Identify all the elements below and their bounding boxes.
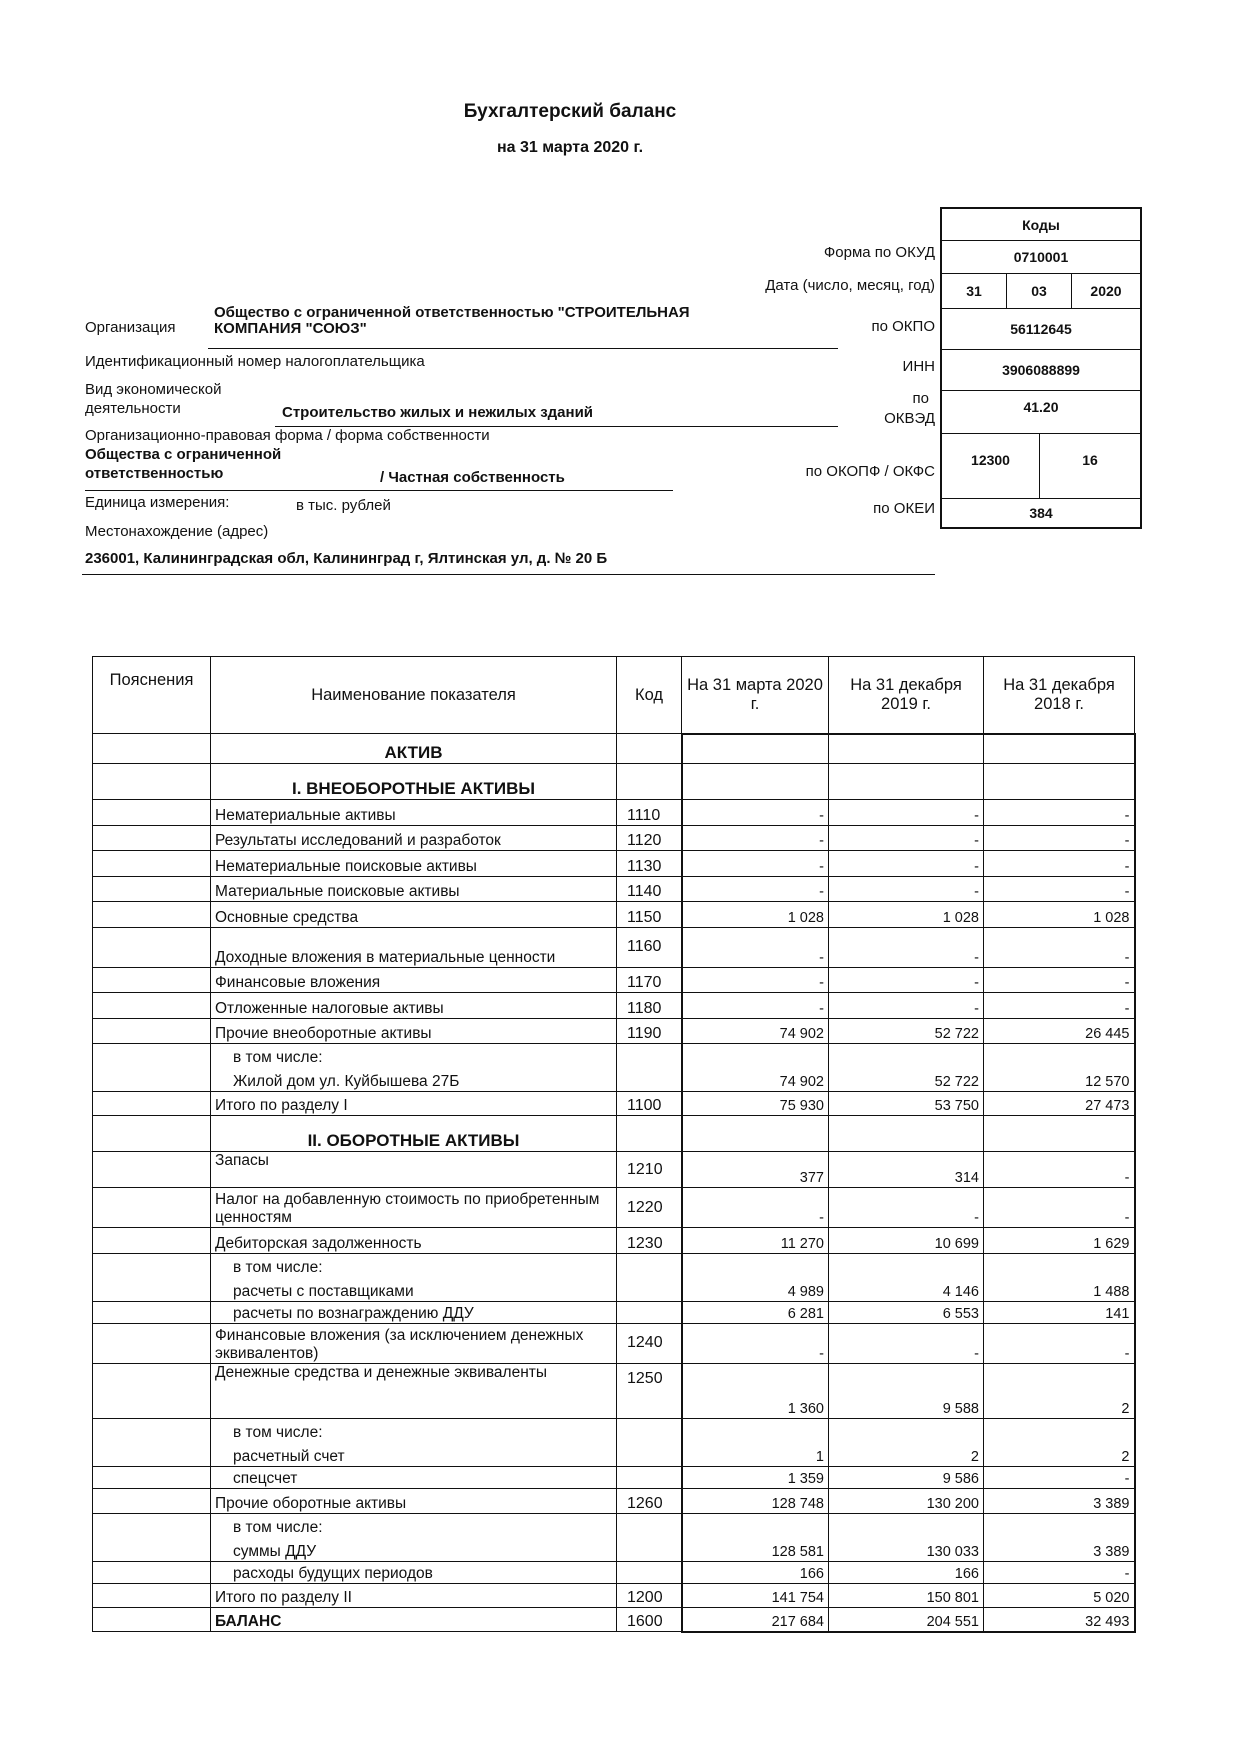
row-name	[211, 1514, 617, 1562]
table-row	[93, 1584, 1135, 1608]
value-mar-2020: 128 748	[682, 1488, 829, 1514]
value-dec-2019: 1 028	[829, 902, 984, 928]
row-name: Прочие внеоборотные активы	[211, 1018, 617, 1044]
okei-code: 384	[1029, 505, 1053, 521]
row-code: 1170	[617, 967, 682, 993]
legal-form-line-1: Общества с ограниченной	[85, 446, 282, 463]
row-code	[617, 764, 682, 800]
table-header-row	[93, 657, 1135, 734]
notes-cell	[93, 1092, 211, 1116]
row-name: Нематериальные поисковые активы	[211, 851, 617, 877]
section-title: АКТИВ	[211, 734, 617, 764]
row-code: 1240	[617, 1323, 682, 1363]
legal-form-underline	[85, 490, 673, 491]
row-code	[617, 1044, 682, 1092]
table-row	[93, 876, 1135, 902]
value-dec-2018: 1 629	[984, 1228, 1135, 1254]
value-mar-2020: -	[682, 876, 829, 902]
notes-cell	[93, 876, 211, 902]
value-dec-2018: 1 028	[984, 902, 1135, 928]
ownership-value: / Частная собственность	[380, 469, 565, 486]
value-mar-2020: 1	[682, 1418, 829, 1466]
value-dec-2018: 3 389	[984, 1514, 1135, 1562]
value-dec-2018: 141	[984, 1301, 1135, 1323]
table-row	[93, 825, 1135, 851]
row-name-caption: в том числе:	[233, 1049, 323, 1066]
value-dec-2018: 2	[984, 1418, 1135, 1466]
table-row	[93, 851, 1135, 877]
table-row	[93, 1418, 1135, 1466]
notes-cell	[93, 1608, 211, 1632]
notes-cell	[93, 1188, 211, 1228]
value-mar-2020: -	[682, 800, 829, 826]
value-mar-2020: 166	[682, 1562, 829, 1584]
row-name: Прочие оборотные активы	[211, 1488, 617, 1514]
value-dec-2018: -	[984, 825, 1135, 851]
row-name	[211, 1418, 617, 1466]
table-row	[93, 1116, 1135, 1152]
col-mar-2020: На 31 марта 2020 г.	[682, 657, 829, 734]
value-dec-2018: -	[984, 1323, 1135, 1363]
okud-code: 0710001	[1013, 249, 1069, 265]
table-row	[93, 1466, 1135, 1488]
row-name: спецсчет	[211, 1466, 617, 1488]
value-dec-2019: 9 588	[829, 1363, 984, 1418]
value-dec-2018: -	[984, 876, 1135, 902]
table-row	[93, 1323, 1135, 1363]
notes-cell	[93, 851, 211, 877]
value-dec-2018: 3 389	[984, 1488, 1135, 1514]
value-mar-2020: 4 989	[682, 1253, 829, 1301]
notes-cell	[93, 764, 211, 800]
section-title: II. ОБОРОТНЫЕ АКТИВЫ	[211, 1116, 617, 1152]
row-code: 1230	[617, 1228, 682, 1254]
legal-form-line-2: ответственностью	[85, 465, 224, 482]
notes-cell	[93, 1514, 211, 1562]
row-name: Финансовые вложения (за исключением денежных эквивалентов)	[211, 1323, 617, 1363]
row-code: 1130	[617, 851, 682, 877]
date-month: 03	[1006, 274, 1071, 308]
value-dec-2018: -	[984, 1152, 1135, 1188]
row-code	[617, 1253, 682, 1301]
report-date: на 31 марта 2020 г.	[496, 139, 644, 156]
row-name	[211, 1044, 617, 1092]
row-name: Финансовые вложения	[211, 967, 617, 993]
codes-header: Коды	[1022, 216, 1060, 233]
value-dec-2019: 53 750	[829, 1092, 984, 1116]
value-dec-2018: -	[984, 993, 1135, 1019]
value-mar-2020: 74 902	[682, 1044, 829, 1092]
value-dec-2018: -	[984, 851, 1135, 877]
value-mar-2020: -	[682, 1188, 829, 1228]
notes-cell	[93, 1488, 211, 1514]
notes-cell	[93, 1018, 211, 1044]
okved-label-1: по	[912, 390, 929, 407]
notes-cell	[93, 993, 211, 1019]
row-name: Результаты исследований и разработок	[211, 825, 617, 851]
row-name: Итого по разделу I	[211, 1092, 617, 1116]
row-name: Денежные средства и денежные эквиваленты	[211, 1363, 617, 1418]
table-row	[93, 1562, 1135, 1584]
value-dec-2019	[829, 734, 984, 764]
col-name: Наименование показателя	[211, 657, 617, 734]
notes-cell	[93, 1301, 211, 1323]
page-title: Бухгалтерский баланс	[463, 101, 677, 122]
value-dec-2019: -	[829, 967, 984, 993]
table-row	[93, 1152, 1135, 1188]
table-row	[93, 764, 1135, 800]
row-name: Отложенные налоговые активы	[211, 993, 617, 1019]
value-mar-2020: 11 270	[682, 1228, 829, 1254]
notes-cell	[93, 1363, 211, 1418]
okud-label: Форма по ОКУД	[823, 244, 935, 261]
address-underline	[82, 574, 935, 575]
activity-label-1: Вид экономической	[85, 381, 222, 398]
row-name: Доходные вложения в материальные ценности	[211, 927, 617, 967]
row-code: 1600	[617, 1608, 682, 1632]
okopf-code: 12300	[971, 452, 1010, 468]
value-dec-2019: -	[829, 993, 984, 1019]
notes-cell	[93, 1044, 211, 1092]
value-dec-2018: 32 493	[984, 1608, 1135, 1632]
value-dec-2018	[984, 764, 1135, 800]
row-code: 1110	[617, 800, 682, 826]
value-dec-2019: 52 722	[829, 1044, 984, 1092]
legal-form-label: Организационно-правовая форма / форма собственности	[85, 427, 490, 444]
value-mar-2020	[682, 764, 829, 800]
value-dec-2018: 26 445	[984, 1018, 1135, 1044]
table-row	[93, 1608, 1135, 1632]
value-mar-2020: 141 754	[682, 1584, 829, 1608]
row-code: 1220	[617, 1188, 682, 1228]
okpo-label: по ОКПО	[871, 318, 935, 335]
value-dec-2019: -	[829, 800, 984, 826]
notes-cell	[93, 1466, 211, 1488]
section-title: I. ВНЕОБОРОТНЫЕ АКТИВЫ	[211, 764, 617, 800]
row-name: Нематериальные активы	[211, 800, 617, 826]
notes-cell	[93, 1584, 211, 1608]
row-code	[617, 1466, 682, 1488]
row-code: 1120	[617, 825, 682, 851]
value-mar-2020: 1 359	[682, 1466, 829, 1488]
row-name: Основные средства	[211, 902, 617, 928]
notes-cell	[93, 800, 211, 826]
value-dec-2019: 4 146	[829, 1253, 984, 1301]
row-code	[617, 1418, 682, 1466]
row-name-caption: в том числе:	[233, 1258, 323, 1276]
notes-cell	[93, 902, 211, 928]
table-row	[93, 1188, 1135, 1228]
value-mar-2020: 1 360	[682, 1363, 829, 1418]
table-row	[93, 1301, 1135, 1323]
notes-cell	[93, 825, 211, 851]
value-dec-2018: 2	[984, 1363, 1135, 1418]
value-dec-2019: 150 801	[829, 1584, 984, 1608]
okfs-code: 16	[1039, 434, 1140, 498]
date-label: Дата (число, месяц, год)	[765, 277, 935, 294]
table-row	[93, 967, 1135, 993]
value-dec-2019	[829, 764, 984, 800]
row-code: 1100	[617, 1092, 682, 1116]
value-dec-2018: -	[984, 800, 1135, 826]
value-mar-2020: 217 684	[682, 1608, 829, 1632]
notes-cell	[93, 734, 211, 764]
value-dec-2019: 130 200	[829, 1488, 984, 1514]
value-dec-2019: 166	[829, 1562, 984, 1584]
value-dec-2019: -	[829, 876, 984, 902]
value-mar-2020: -	[682, 851, 829, 877]
value-mar-2020: 128 581	[682, 1514, 829, 1562]
table-row	[93, 1044, 1135, 1092]
value-mar-2020: -	[682, 825, 829, 851]
value-dec-2019: 6 553	[829, 1301, 984, 1323]
row-name: Дебиторская задолженность	[211, 1228, 617, 1254]
row-name: Запасы	[211, 1152, 617, 1188]
notes-cell	[93, 927, 211, 967]
row-code: 1180	[617, 993, 682, 1019]
row-code: 1260	[617, 1488, 682, 1514]
table-row	[93, 993, 1135, 1019]
value-dec-2018: -	[984, 1466, 1135, 1488]
value-mar-2020: 6 281	[682, 1301, 829, 1323]
row-code	[617, 1301, 682, 1323]
table-row	[93, 734, 1135, 764]
table-row	[93, 800, 1135, 826]
value-dec-2019: -	[829, 927, 984, 967]
value-dec-2019: 2	[829, 1418, 984, 1466]
value-mar-2020: 74 902	[682, 1018, 829, 1044]
row-name-detail: расчетный счет	[233, 1447, 345, 1465]
table-row	[93, 1514, 1135, 1562]
value-dec-2019: -	[829, 825, 984, 851]
activity-value: Строительство жилых и нежилых зданий	[282, 404, 594, 421]
row-name-caption: в том числе:	[233, 1519, 323, 1536]
value-mar-2020: -	[682, 927, 829, 967]
value-dec-2018: 12 570	[984, 1044, 1135, 1092]
value-dec-2018: -	[984, 927, 1135, 967]
value-dec-2019: 9 586	[829, 1466, 984, 1488]
row-code	[617, 1562, 682, 1584]
row-code: 1200	[617, 1584, 682, 1608]
col-code: Код	[617, 657, 682, 734]
notes-cell	[93, 1418, 211, 1466]
value-dec-2019: -	[829, 1188, 984, 1228]
table-row	[93, 1018, 1135, 1044]
value-dec-2019: -	[829, 851, 984, 877]
okei-label: по ОКЕИ	[873, 500, 935, 517]
value-mar-2020: -	[682, 993, 829, 1019]
inn-short-label: ИНН	[902, 358, 935, 375]
row-code: 1190	[617, 1018, 682, 1044]
value-dec-2018	[984, 734, 1135, 764]
value-dec-2018: 27 473	[984, 1092, 1135, 1116]
value-dec-2018: -	[984, 1188, 1135, 1228]
row-name: расчеты по вознаграждению ДДУ	[211, 1301, 617, 1323]
row-name-caption: в том числе:	[233, 1423, 323, 1441]
value-dec-2019: 314	[829, 1152, 984, 1188]
row-name-detail: Жилой дом ул. Куйбышева 27Б	[233, 1073, 460, 1090]
row-name	[211, 1253, 617, 1301]
row-code: 1140	[617, 876, 682, 902]
notes-cell	[93, 1116, 211, 1152]
row-name: Материальные поисковые активы	[211, 876, 617, 902]
value-dec-2019: 130 033	[829, 1514, 984, 1562]
row-code: 1150	[617, 902, 682, 928]
col-dec-2018: На 31 декабря 2018 г.	[984, 657, 1135, 734]
row-code: 1210	[617, 1152, 682, 1188]
row-name: БАЛАНС	[211, 1608, 617, 1632]
value-mar-2020: -	[682, 1323, 829, 1363]
org-label: Организация	[85, 319, 176, 336]
address-value: 236001, Калининградская обл, Калининград г, Ялтинская ул, д. № 20 Б	[85, 550, 608, 567]
value-mar-2020: 377	[682, 1152, 829, 1188]
org-underline	[208, 348, 838, 349]
date-day: 31	[966, 283, 982, 299]
notes-cell	[93, 1253, 211, 1301]
value-mar-2020: 75 930	[682, 1092, 829, 1116]
codes-box	[940, 207, 1142, 529]
table-row	[93, 1488, 1135, 1514]
value-dec-2019	[829, 1116, 984, 1152]
inn-code: 3906088899	[1002, 362, 1080, 378]
row-code	[617, 734, 682, 764]
value-dec-2018	[984, 1116, 1135, 1152]
notes-cell	[93, 1228, 211, 1254]
okpo-code: 56112645	[1010, 321, 1072, 337]
activity-label-2: деятельности	[85, 400, 181, 417]
value-mar-2020	[682, 734, 829, 764]
value-dec-2019: -	[829, 1323, 984, 1363]
table-row	[93, 1228, 1135, 1254]
value-dec-2018: -	[984, 967, 1135, 993]
row-code	[617, 1116, 682, 1152]
value-dec-2018: 1 488	[984, 1253, 1135, 1301]
row-name: расходы будущих периодов	[211, 1562, 617, 1584]
org-name-line-1: Общество с ограниченной ответственностью "СТРОИТЕЛЬНАЯ	[214, 304, 690, 321]
value-mar-2020: 1 028	[682, 902, 829, 928]
inn-label: Идентификационный номер налогоплательщика	[85, 353, 425, 370]
value-dec-2019: 10 699	[829, 1228, 984, 1254]
value-dec-2019: 204 551	[829, 1608, 984, 1632]
table-row	[93, 902, 1135, 928]
value-dec-2019: 52 722	[829, 1018, 984, 1044]
col-notes: Пояснения	[93, 657, 211, 734]
table-row	[93, 1092, 1135, 1116]
table-row	[93, 1363, 1135, 1418]
value-mar-2020: -	[682, 967, 829, 993]
okved-label-2: ОКВЭД	[884, 410, 935, 427]
unit-value: в тыс. рублей	[296, 497, 391, 514]
org-name-line-2: КОМПАНИЯ "СОЮЗ"	[214, 320, 367, 337]
col-dec-2019: На 31 декабря 2019 г.	[829, 657, 984, 734]
notes-cell	[93, 967, 211, 993]
row-name: Налог на добавленную стоимость по приобретенным ценностям	[211, 1188, 617, 1228]
table-row	[93, 1253, 1135, 1301]
value-dec-2018: -	[984, 1562, 1135, 1584]
value-mar-2020	[682, 1116, 829, 1152]
row-name-detail: суммы ДДУ	[233, 1543, 317, 1560]
row-code: 1250	[617, 1363, 682, 1418]
notes-cell	[93, 1323, 211, 1363]
okved-code: 41.20	[1023, 399, 1059, 415]
address-label: Местонахождение (адрес)	[85, 523, 269, 540]
notes-cell	[93, 1562, 211, 1584]
notes-cell	[93, 1152, 211, 1188]
okopf-label: по ОКОПФ / ОКФС	[805, 463, 935, 480]
row-code	[617, 1514, 682, 1562]
table-row	[93, 927, 1135, 967]
balance-table	[92, 656, 1136, 1633]
unit-label: Единица измерения:	[85, 494, 230, 511]
row-name: Итого по разделу II	[211, 1584, 617, 1608]
date-year: 2020	[1071, 274, 1140, 308]
value-dec-2018: 5 020	[984, 1584, 1135, 1608]
row-name-detail: расчеты с поставщиками	[233, 1282, 414, 1300]
row-code: 1160	[617, 927, 682, 967]
